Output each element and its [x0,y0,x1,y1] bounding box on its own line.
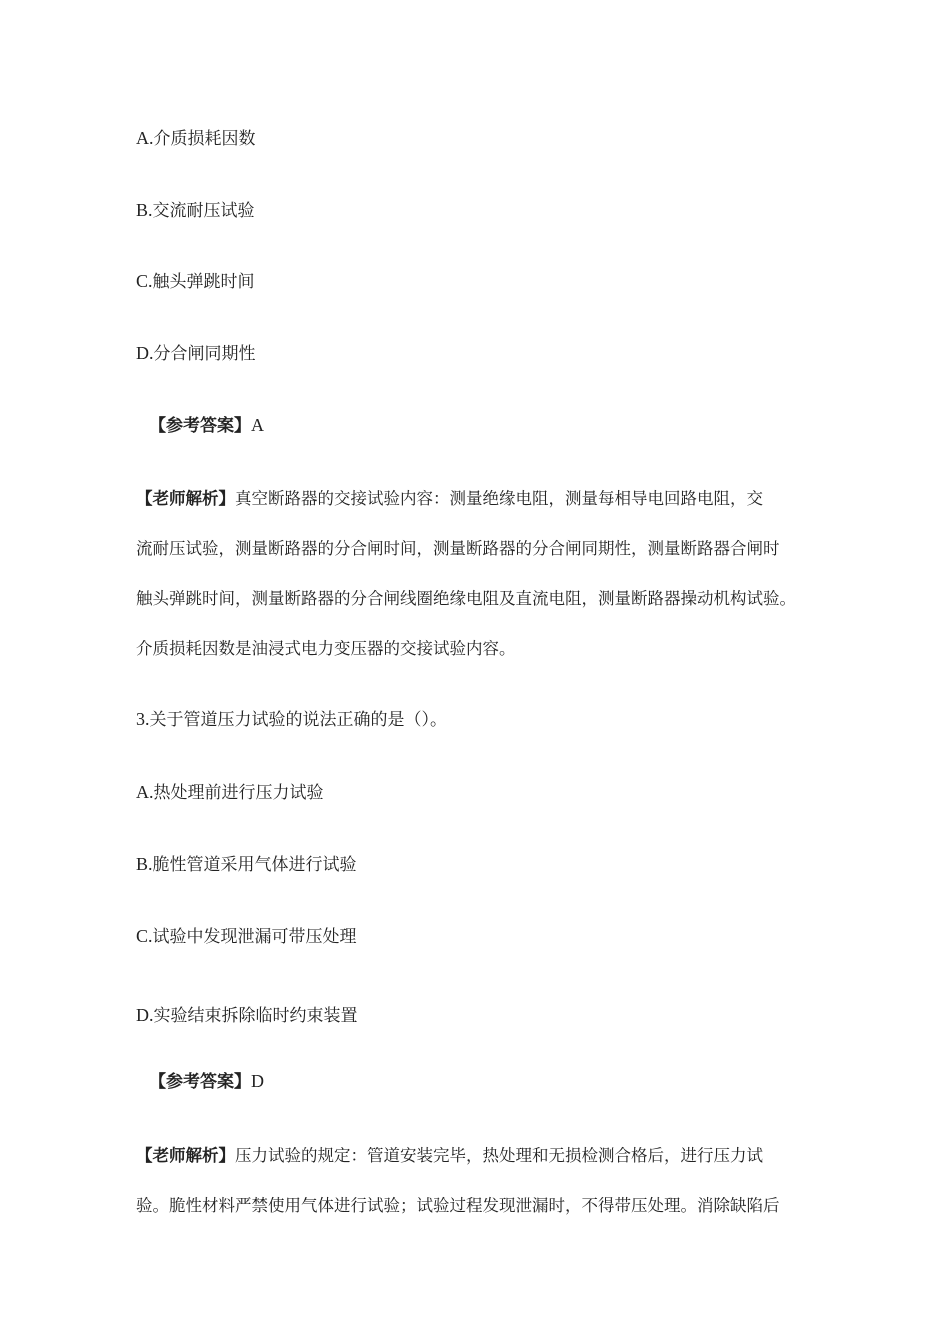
answer-value: D [251,1071,264,1091]
option-letter: B. [136,200,153,220]
option-letter: A. [136,782,154,802]
analysis-label: 【老师解析】 [136,1146,235,1165]
q2-option-d [136,342,256,365]
option-text: 分合闸同期性 [153,344,256,364]
q3-option-c [136,925,357,948]
option-letter: C. [136,926,153,946]
option-text: 试验中发现泄漏可带压处理 [152,927,357,947]
option-text: 实验结束拆除临时约束装置 [153,1006,358,1026]
q3-answer [149,1070,264,1093]
analysis-line: 【老师解析】真空断路器的交接试验内容：测量绝缘电阻，测量每相导电回路电阻，交 [136,489,763,508]
q3-analysis [136,1131,826,1231]
question-number: 3. [136,709,150,729]
option-text: 脆性管道采用气体进行试验 [152,855,357,875]
analysis-line: 触头弹跳时间，测量断路器的分合闸线圈绝缘电阻及直流电阻，测量断路器操动机构试验。 [136,589,796,608]
q3-option-b [136,853,357,876]
question-text: 关于管道压力试验的说法正确的是（）。 [149,710,447,730]
analysis-line: 介质损耗因数是油浸式电力变压器的交接试验内容。 [136,639,516,658]
answer-value: A [251,415,264,435]
option-letter: D. [136,1005,154,1025]
option-letter: D. [136,343,154,363]
q3-option-a [136,781,324,804]
option-letter: B. [136,854,153,874]
option-letter: A. [136,128,154,148]
analysis-line: 验。脆性材料严禁使用气体进行试验；试验过程发现泄漏时，不得带压处理。消除缺陷后 [136,1196,780,1215]
q3-option-d [136,1004,358,1027]
option-text: 交流耐压试验 [152,201,255,221]
q2-option-a [136,127,256,150]
analysis-label: 【老师解析】 [136,489,235,508]
q3-stem [136,708,447,731]
option-text: 热处理前进行压力试验 [153,783,324,803]
option-text: 介质损耗因数 [153,129,256,149]
option-letter: C. [136,271,153,291]
q2-option-c [136,270,255,293]
analysis-line: 流耐压试验，测量断路器的分合闸时间，测量断路器的分合闸同期性，测量断路器合闸时 [136,539,780,558]
analysis-line: 【老师解析】压力试验的规定：管道安装完毕，热处理和无损检测合格后，进行压力试 [136,1146,763,1165]
q2-answer [149,414,264,437]
answer-label: 【参考答案】 [149,416,251,436]
q2-option-b [136,199,255,222]
q2-analysis [136,474,826,674]
answer-label: 【参考答案】 [149,1072,251,1092]
option-text: 触头弹跳时间 [152,272,255,292]
